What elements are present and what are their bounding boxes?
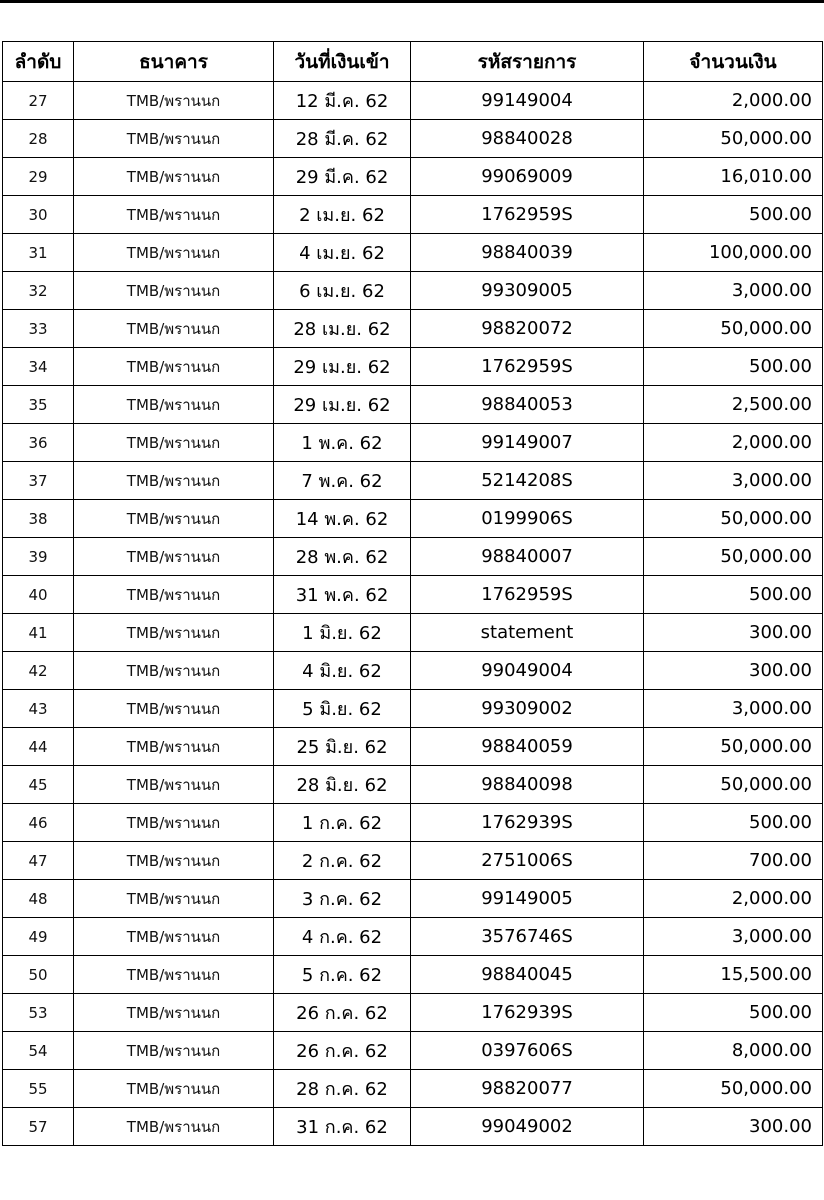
- row-seq: 37: [3, 462, 74, 500]
- row-amount: 300.00: [644, 1108, 823, 1146]
- row-seq: 41: [3, 614, 74, 652]
- row-date: 2 ก.ค. 62: [274, 842, 411, 880]
- table-row: [3, 196, 823, 234]
- row-date: 5 มิ.ย. 62: [274, 690, 411, 728]
- row-date: 26 ก.ค. 62: [274, 994, 411, 1032]
- table-row: [3, 234, 823, 272]
- row-seq: 34: [3, 348, 74, 386]
- table-row: [3, 272, 823, 310]
- row-code: 98840053: [411, 386, 644, 424]
- row-code: 3576746S: [411, 918, 644, 956]
- header-amount: จำนวนเงิน: [644, 42, 823, 82]
- row-bank: TMB/พรานนก: [74, 1032, 274, 1070]
- row-code: 98820072: [411, 310, 644, 348]
- top-rule: [0, 0, 824, 3]
- row-code: 1762939S: [411, 804, 644, 842]
- row-amount: 3,000.00: [644, 462, 823, 500]
- row-bank: TMB/พรานนก: [74, 272, 274, 310]
- row-amount: 50,000.00: [644, 310, 823, 348]
- row-bank: TMB/พรานนก: [74, 728, 274, 766]
- row-date: 4 เม.ย. 62: [274, 234, 411, 272]
- row-bank: TMB/พรานนก: [74, 310, 274, 348]
- row-date: 12 มี.ค. 62: [274, 82, 411, 120]
- table-row: [3, 804, 823, 842]
- table-row: [3, 576, 823, 614]
- row-code: 99149004: [411, 82, 644, 120]
- row-code: 2751006S: [411, 842, 644, 880]
- table-row: [3, 880, 823, 918]
- table-row: [3, 614, 823, 652]
- row-amount: 500.00: [644, 804, 823, 842]
- row-code: 98840098: [411, 766, 644, 804]
- row-code: 1762959S: [411, 576, 644, 614]
- row-amount: 8,000.00: [644, 1032, 823, 1070]
- row-bank: TMB/พรานนก: [74, 652, 274, 690]
- row-amount: 3,000.00: [644, 690, 823, 728]
- row-amount: 16,010.00: [644, 158, 823, 196]
- row-bank: TMB/พรานนก: [74, 424, 274, 462]
- row-seq: 46: [3, 804, 74, 842]
- header-bank: ธนาคาร: [74, 42, 274, 82]
- row-bank: TMB/พรานนก: [74, 196, 274, 234]
- row-seq: 54: [3, 1032, 74, 1070]
- row-bank: TMB/พรานนก: [74, 614, 274, 652]
- row-seq: 27: [3, 82, 74, 120]
- row-date: 4 ก.ค. 62: [274, 918, 411, 956]
- table-row: [3, 348, 823, 386]
- header-seq: ลำดับ: [3, 42, 74, 82]
- row-bank: TMB/พรานนก: [74, 918, 274, 956]
- row-bank: TMB/พรานนก: [74, 766, 274, 804]
- row-bank: TMB/พรานนก: [74, 500, 274, 538]
- row-seq: 33: [3, 310, 74, 348]
- row-seq: 32: [3, 272, 74, 310]
- row-amount: 300.00: [644, 652, 823, 690]
- table-row: [3, 1070, 823, 1108]
- row-amount: 50,000.00: [644, 120, 823, 158]
- row-seq: 28: [3, 120, 74, 158]
- row-code: 5214208S: [411, 462, 644, 500]
- row-seq: 29: [3, 158, 74, 196]
- row-date: 1 พ.ค. 62: [274, 424, 411, 462]
- row-bank: TMB/พรานนก: [74, 842, 274, 880]
- row-amount: 3,000.00: [644, 272, 823, 310]
- table-row: [3, 956, 823, 994]
- row-seq: 31: [3, 234, 74, 272]
- table-row: [3, 462, 823, 500]
- row-seq: 47: [3, 842, 74, 880]
- row-amount: 15,500.00: [644, 956, 823, 994]
- row-amount: 500.00: [644, 576, 823, 614]
- row-bank: TMB/พรานนก: [74, 234, 274, 272]
- row-date: 28 พ.ค. 62: [274, 538, 411, 576]
- row-code: 99309002: [411, 690, 644, 728]
- row-bank: TMB/พรานนก: [74, 994, 274, 1032]
- row-code: 0199906S: [411, 500, 644, 538]
- header-date: วันที่เงินเข้า: [274, 42, 411, 82]
- row-code: 1762939S: [411, 994, 644, 1032]
- row-seq: 39: [3, 538, 74, 576]
- row-amount: 2,000.00: [644, 82, 823, 120]
- row-code: 98840007: [411, 538, 644, 576]
- row-amount: 50,000.00: [644, 1070, 823, 1108]
- row-seq: 48: [3, 880, 74, 918]
- row-code: statement: [411, 614, 644, 652]
- row-seq: 45: [3, 766, 74, 804]
- row-amount: 50,000.00: [644, 538, 823, 576]
- row-date: 28 เม.ย. 62: [274, 310, 411, 348]
- row-seq: 57: [3, 1108, 74, 1146]
- row-bank: TMB/พรานนก: [74, 880, 274, 918]
- row-code: 99149007: [411, 424, 644, 462]
- row-date: 29 เม.ย. 62: [274, 348, 411, 386]
- row-amount: 50,000.00: [644, 728, 823, 766]
- row-seq: 43: [3, 690, 74, 728]
- row-code: 98840045: [411, 956, 644, 994]
- row-date: 31 ก.ค. 62: [274, 1108, 411, 1146]
- table-row: [3, 424, 823, 462]
- row-bank: TMB/พรานนก: [74, 576, 274, 614]
- row-seq: 55: [3, 1070, 74, 1108]
- row-bank: TMB/พรานนก: [74, 386, 274, 424]
- row-seq: 44: [3, 728, 74, 766]
- row-date: 31 พ.ค. 62: [274, 576, 411, 614]
- row-amount: 500.00: [644, 994, 823, 1032]
- table-body: [3, 82, 823, 1146]
- table-row: [3, 120, 823, 158]
- row-date: 2 เม.ย. 62: [274, 196, 411, 234]
- row-amount: 500.00: [644, 348, 823, 386]
- row-date: 6 เม.ย. 62: [274, 272, 411, 310]
- row-seq: 30: [3, 196, 74, 234]
- row-amount: 100,000.00: [644, 234, 823, 272]
- row-date: 26 ก.ค. 62: [274, 1032, 411, 1070]
- row-bank: TMB/พรานนก: [74, 956, 274, 994]
- row-code: 99149005: [411, 880, 644, 918]
- row-amount: 700.00: [644, 842, 823, 880]
- deposit-table: [2, 41, 823, 1146]
- header-code: รหัสรายการ: [411, 42, 644, 82]
- row-code: 0397606S: [411, 1032, 644, 1070]
- row-amount: 50,000.00: [644, 766, 823, 804]
- row-bank: TMB/พรานนก: [74, 1070, 274, 1108]
- row-bank: TMB/พรานนก: [74, 538, 274, 576]
- row-code: 98840028: [411, 120, 644, 158]
- row-date: 28 ก.ค. 62: [274, 1070, 411, 1108]
- row-seq: 49: [3, 918, 74, 956]
- row-amount: 2,500.00: [644, 386, 823, 424]
- row-code: 99309005: [411, 272, 644, 310]
- row-date: 28 มิ.ย. 62: [274, 766, 411, 804]
- row-date: 5 ก.ค. 62: [274, 956, 411, 994]
- table-row: [3, 766, 823, 804]
- row-bank: TMB/พรานนก: [74, 120, 274, 158]
- row-date: 25 มิ.ย. 62: [274, 728, 411, 766]
- table-row: [3, 82, 823, 120]
- row-date: 28 มี.ค. 62: [274, 120, 411, 158]
- row-seq: 40: [3, 576, 74, 614]
- row-date: 14 พ.ค. 62: [274, 500, 411, 538]
- row-amount: 2,000.00: [644, 880, 823, 918]
- row-bank: TMB/พรานนก: [74, 804, 274, 842]
- row-seq: 38: [3, 500, 74, 538]
- table-row: [3, 386, 823, 424]
- row-seq: 53: [3, 994, 74, 1032]
- table-row: [3, 690, 823, 728]
- row-date: 4 มิ.ย. 62: [274, 652, 411, 690]
- row-bank: TMB/พรานนก: [74, 158, 274, 196]
- table-row: [3, 1032, 823, 1070]
- row-date: 7 พ.ค. 62: [274, 462, 411, 500]
- row-amount: 500.00: [644, 196, 823, 234]
- row-bank: TMB/พรานนก: [74, 462, 274, 500]
- table-row: [3, 918, 823, 956]
- row-date: 29 เม.ย. 62: [274, 386, 411, 424]
- table-row: [3, 500, 823, 538]
- row-bank: TMB/พรานนก: [74, 348, 274, 386]
- row-seq: 35: [3, 386, 74, 424]
- row-amount: 50,000.00: [644, 500, 823, 538]
- row-date: 1 มิ.ย. 62: [274, 614, 411, 652]
- row-bank: TMB/พรานนก: [74, 690, 274, 728]
- table-row: [3, 994, 823, 1032]
- table-row: [3, 842, 823, 880]
- row-bank: TMB/พรานนก: [74, 1108, 274, 1146]
- row-seq: 50: [3, 956, 74, 994]
- row-code: 99069009: [411, 158, 644, 196]
- row-code: 1762959S: [411, 196, 644, 234]
- row-code: 98840039: [411, 234, 644, 272]
- table-row: [3, 310, 823, 348]
- table-row: [3, 158, 823, 196]
- table-row: [3, 652, 823, 690]
- table-header: [3, 42, 823, 82]
- row-seq: 36: [3, 424, 74, 462]
- row-code: 99049004: [411, 652, 644, 690]
- row-date: 29 มี.ค. 62: [274, 158, 411, 196]
- row-code: 98840059: [411, 728, 644, 766]
- row-date: 3 ก.ค. 62: [274, 880, 411, 918]
- row-seq: 42: [3, 652, 74, 690]
- row-code: 99049002: [411, 1108, 644, 1146]
- table-row: [3, 1108, 823, 1146]
- row-code: 98820077: [411, 1070, 644, 1108]
- header-row: [3, 42, 823, 82]
- row-bank: TMB/พรานนก: [74, 82, 274, 120]
- table-row: [3, 728, 823, 766]
- row-amount: 2,000.00: [644, 424, 823, 462]
- row-date: 1 ก.ค. 62: [274, 804, 411, 842]
- row-code: 1762959S: [411, 348, 644, 386]
- table-row: [3, 538, 823, 576]
- row-amount: 3,000.00: [644, 918, 823, 956]
- row-amount: 300.00: [644, 614, 823, 652]
